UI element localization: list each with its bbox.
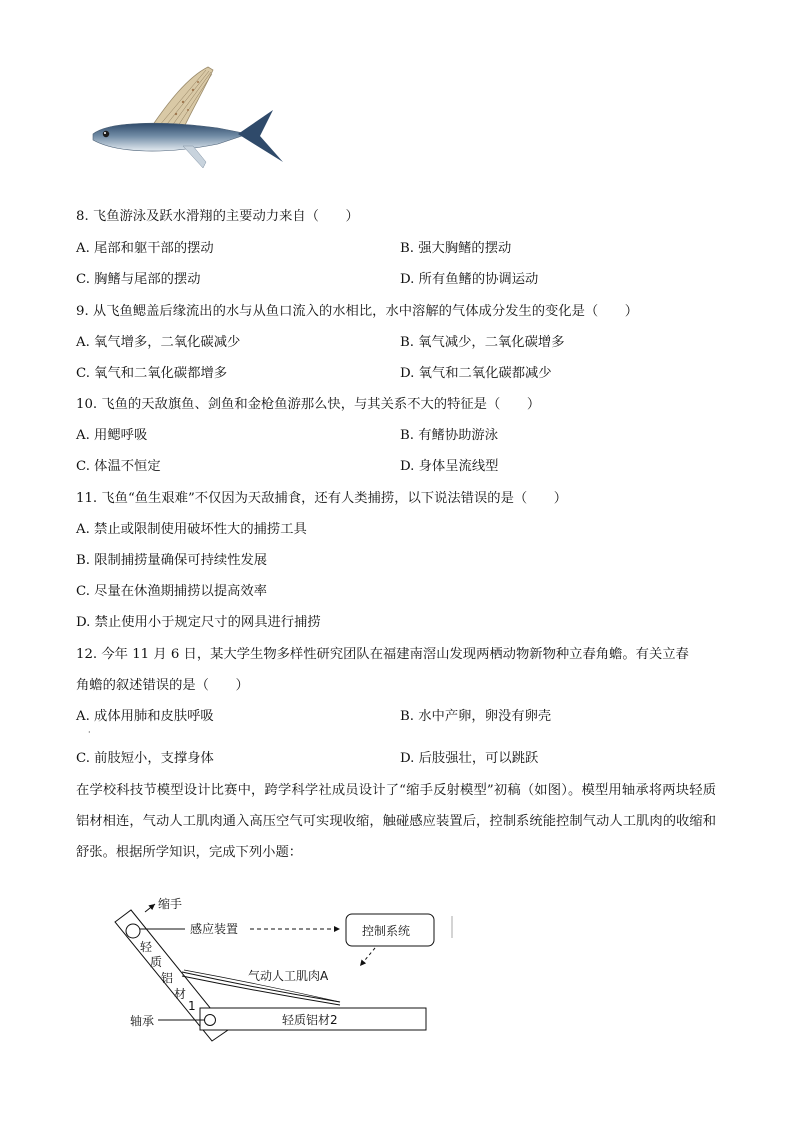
- stray-mark: ·: [88, 728, 91, 737]
- question-12-stem-line1: 12. 今年 11 月 6 日，某大学生物多样性研究团队在福建南滘山发现两栖动物新物种立春角蟾。有关立春: [76, 647, 689, 662]
- question-11-option-b[interactable]: B. 限制捕捞量确保可持续性发展: [76, 553, 268, 568]
- bar2-label: 轻质铝材2: [282, 1013, 338, 1027]
- bar1-char-4: 材: [174, 987, 187, 1001]
- question-8-option-b[interactable]: B. 强大胸鳍的摆动: [400, 241, 512, 256]
- question-10-option-c[interactable]: C. 体温不恒定: [76, 459, 161, 474]
- bar1-char-3: 铝: [161, 971, 174, 985]
- bar1-char-1: 轻: [140, 940, 153, 954]
- question-8-option-d[interactable]: D. 所有鱼鳍的协调运动: [400, 272, 539, 287]
- bearing-label: 轴承: [130, 1014, 155, 1028]
- question-10-stem: 10. 飞鱼的天敌旗鱼、剑鱼和金枪鱼游那么快，与其关系不大的特征是（ ）: [76, 397, 541, 412]
- retract-hand-label: 缩手: [158, 897, 183, 911]
- question-12-option-d[interactable]: D. 后肢强壮，可以跳跃: [400, 751, 539, 766]
- question-12-option-c[interactable]: C. 前肢短小，支撑身体: [76, 751, 214, 766]
- question-12-option-a[interactable]: A. 成体用肺和皮肤呼吸: [76, 709, 214, 724]
- model-intro-paragraph: 在学校科技节模型设计比赛中，跨学科学社成员设计了“缩手反射模型”初稿（如图）。模型用轴承将两块轻质铝材相连，气动人工肌肉通入高压空气可实现收缩，触碰感应装置后，控制系统能控制气动人工肌肉的收缩和舒张。根据所学知识，完成下列小题：: [76, 783, 716, 860]
- question-8-stem: 8. 飞鱼游泳及跃水滑翔的主要动力来自（ ）: [76, 209, 359, 224]
- question-10-option-b[interactable]: B. 有鳍协助游泳: [400, 428, 499, 443]
- bar1-char-2: 质: [150, 955, 163, 969]
- muscle-label: 气动人工肌肉A: [248, 969, 329, 983]
- control-system-label: 控制系统: [362, 924, 411, 938]
- question-12-stem-line2: 角蟾的叙述错误的是（ ）: [76, 678, 249, 693]
- question-10-option-d[interactable]: D. 身体呈流线型: [400, 459, 499, 474]
- question-11-stem: 11. 飞鱼“鱼生艰难”不仅因为天敌捕食，还有人类捕捞，以下说法错误的是（ ）: [76, 491, 568, 506]
- question-12-option-b[interactable]: B. 水中产卵，卵没有卵壳: [400, 709, 552, 724]
- bar1-char-5: 1: [188, 999, 196, 1013]
- question-9-option-c[interactable]: C. 氧气和二氧化碳都增多: [76, 366, 228, 381]
- sensor-circle: [126, 924, 140, 938]
- question-8-option-c[interactable]: C. 胸鳍与尾部的摆动: [76, 272, 201, 287]
- question-9-option-b[interactable]: B. 氧气减少，二氧化碳增多: [400, 335, 565, 350]
- question-11-option-a[interactable]: A. 禁止或限制使用破坏性大的捕捞工具: [76, 522, 307, 537]
- question-9-option-d[interactable]: D. 氧气和二氧化碳都减少: [400, 366, 552, 381]
- reflex-model-diagram: [110, 884, 470, 1049]
- question-11-option-d[interactable]: D. 禁止使用小于规定尺寸的网具进行捕捞: [76, 615, 321, 630]
- bearing-circle: [205, 1015, 216, 1026]
- question-10-option-a[interactable]: A. 用鳃呼吸: [76, 428, 148, 443]
- question-9-stem: 9. 从飞鱼鳃盖后缘流出的水与从鱼口流入的水相比，水中溶解的气体成分发生的变化是（ ）: [76, 304, 639, 319]
- sensor-label: 感应装置: [190, 922, 239, 936]
- flying-fish-image: [88, 62, 288, 182]
- question-9-option-a[interactable]: A. 氧气增多，二氧化碳减少: [76, 335, 241, 350]
- question-8-option-a[interactable]: A. 尾部和躯干部的摆动: [76, 241, 214, 256]
- question-11-option-c[interactable]: C. 尽量在休渔期捕捞以提高效率: [76, 584, 268, 599]
